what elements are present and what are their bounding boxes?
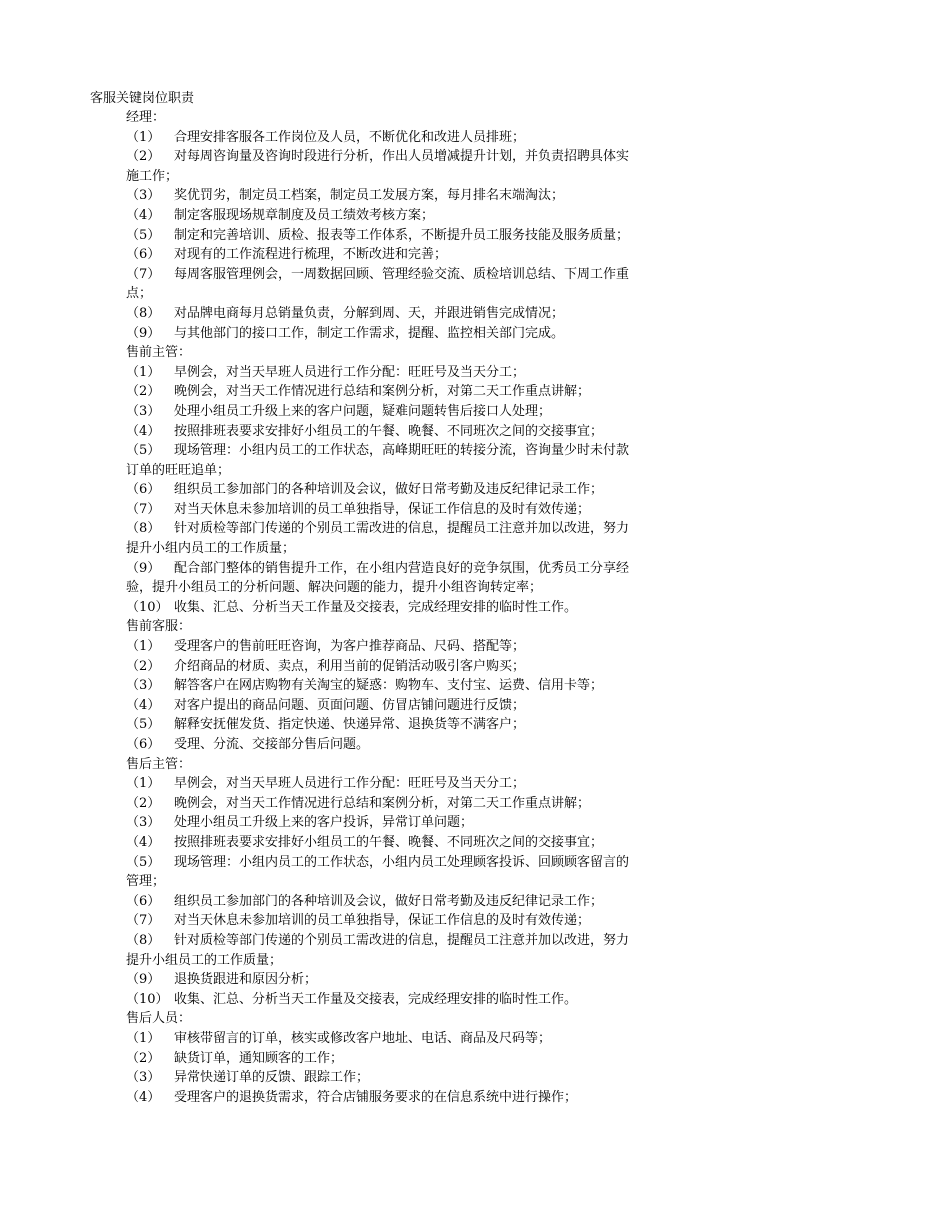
- item-text: 受理客户的售前旺旺咨询，为客户推荐商品、尺码、搭配等；: [174, 639, 526, 655]
- item-number: （9）: [126, 972, 161, 988]
- item-text: 组织员工参加部门的各种培训及会议，做好日常考勤及违反纪律记录工作；: [174, 893, 604, 909]
- item-text: 晚例会，对当天工作情况进行总结和案例分析，对第二天工作重点讲解；: [174, 384, 591, 400]
- item-text: 现场管理：小组内员工的工作状态，高峰期旺旺的转接分流，咨询量少时未付款: [174, 443, 630, 459]
- item-number: （9）: [126, 325, 161, 341]
- list-item: [126, 794, 726, 814]
- item-text: 对客户提出的商品问题、页面问题、仿冒店铺问题进行反馈；: [174, 697, 526, 713]
- list-item: [126, 911, 726, 931]
- list-item: [126, 324, 726, 344]
- list-item: [126, 598, 726, 618]
- item-text: 早例会，对当天早班人员进行工作分配：旺旺号及当天分工；: [174, 364, 526, 380]
- list-item: [126, 206, 726, 226]
- list-item: [126, 226, 726, 246]
- section: [126, 617, 726, 754]
- item-text: 受理、分流、交接部分售后问题。: [174, 737, 370, 752]
- item-text: 针对质检等部门传递的个别员工需改进的信息，提醒员工注意并加以改进，努力: [174, 932, 630, 948]
- item-text: 退换货跟进和原因分析；: [174, 972, 318, 988]
- list-item: [126, 833, 726, 853]
- item-text-continued: 点；: [126, 286, 153, 302]
- item-number: （7）: [126, 913, 161, 929]
- list-item: [126, 441, 726, 480]
- item-text: 奖优罚劣，制定员工档案，制定员工发展方案，每月排名末端淘汰；: [174, 188, 565, 204]
- item-number: （5）: [126, 443, 161, 459]
- item-text: 早例会，对当天早班人员进行工作分配：旺旺号及当天分工；: [174, 776, 526, 792]
- item-number: （10）: [126, 599, 169, 615]
- item-text-continued: 管理；: [126, 874, 166, 890]
- item-text: 按照排班表要求安排好小组员工的午餐、晚餐、不同班次之间的交接事宜；: [174, 423, 604, 439]
- item-text: 对品牌电商每月总销量负责，分解到周、天，并跟进销售完成情况；: [174, 305, 565, 321]
- item-text-continued: 订单的旺旺追单；: [126, 462, 231, 478]
- section-heading: 经理：: [126, 110, 166, 125]
- list-item: [126, 422, 726, 442]
- item-text: 处理小组员工升级上来的客户问题，疑难问题转售后接口人处理；: [174, 403, 552, 419]
- list-item: [126, 363, 726, 383]
- list-item: [126, 304, 726, 324]
- list-item: [126, 1068, 726, 1088]
- item-number: （2）: [126, 149, 161, 165]
- item-text: 缺货订单，通知顾客的工作；: [174, 1050, 344, 1066]
- list-item: [126, 382, 726, 402]
- item-text: 组织员工参加部门的各种培训及会议，做好日常考勤及违反纪律记录工作；: [174, 482, 604, 498]
- list-item: [126, 715, 726, 735]
- list-item: [126, 735, 726, 755]
- item-text: 对当天休息未参加培训的员工单独指导，保证工作信息的及时有效传递；: [174, 501, 591, 517]
- item-text: 介绍商品的材质、卖点，利用当前的促销活动吸引客户购买；: [174, 658, 526, 674]
- list-item: [126, 402, 726, 422]
- list-item: [126, 892, 726, 912]
- item-text: 受理客户的退换货需求，符合店铺服务要求的在信息系统中进行操作；: [174, 1089, 578, 1105]
- item-number: （4）: [126, 834, 161, 850]
- item-text: 解释安抚催发货、指定快递、快递异常、退换货等不满客户；: [174, 717, 526, 733]
- list-item: [126, 1088, 726, 1108]
- item-text: 对当天休息未参加培训的员工单独指导，保证工作信息的及时有效传递；: [174, 913, 591, 929]
- item-text: 晚例会，对当天工作情况进行总结和案例分析，对第二天工作重点讲解；: [174, 795, 591, 811]
- item-number: （8）: [126, 521, 161, 537]
- item-number: （1）: [126, 129, 161, 145]
- list-item: [126, 128, 726, 148]
- item-number: （4）: [126, 207, 161, 223]
- item-text: 处理小组员工升级上来的客户投诉，异常订单问题；: [174, 815, 474, 831]
- section: [126, 343, 726, 617]
- item-number: （3）: [126, 188, 161, 204]
- item-text: 合理安排客服各工作岗位及人员，不断优化和改进人员排班；: [174, 129, 526, 145]
- list-item: [126, 657, 726, 677]
- list-item: [126, 637, 726, 657]
- item-number: （7）: [126, 266, 161, 282]
- list-item: [126, 519, 726, 558]
- item-text: 审核带留言的订单，核实或修改客户地址、电话、商品及尺码等；: [174, 1030, 552, 1046]
- item-text: 制定和完善培训、质检、报表等工作体系，不断提升员工服务技能及服务质量；: [174, 227, 630, 243]
- item-text: 按照排班表要求安排好小组员工的午餐、晚餐、不同班次之间的交接事宜；: [174, 834, 604, 850]
- list-item: [126, 970, 726, 990]
- section: [126, 755, 726, 1010]
- document-body: [126, 108, 726, 1107]
- list-item: [126, 147, 726, 186]
- section-heading: 售前主管：: [126, 345, 192, 361]
- list-item: [126, 500, 726, 520]
- item-number: （4）: [126, 423, 161, 439]
- item-number: （6）: [126, 737, 161, 752]
- list-item: [126, 853, 726, 892]
- section-heading: 售前客服：: [126, 619, 192, 635]
- item-text: 制定客服现场规章制度及员工绩效考核方案；: [174, 207, 435, 223]
- item-text-continued: 施工作；: [126, 168, 179, 184]
- item-text: 与其他部门的接口工作，制定工作需求，提醒、监控相关部门完成。: [174, 325, 565, 341]
- list-item: [126, 245, 726, 265]
- item-number: （5）: [126, 854, 161, 870]
- list-item: [126, 676, 726, 696]
- section: [126, 1009, 726, 1107]
- list-item: [126, 1049, 726, 1069]
- list-item: [126, 559, 726, 598]
- item-number: （4）: [126, 1089, 161, 1105]
- list-item: [126, 990, 726, 1010]
- item-text: 针对质检等部门传递的个别员工需改进的信息，提醒员工注意并加以改进，努力: [174, 521, 630, 537]
- item-text: 每周客服管理例会，一周数据回顾、管理经验交流、质检培训总结、下周工作重: [174, 266, 630, 282]
- item-number: （8）: [126, 932, 161, 948]
- item-text: 解答客户在网店购物有关淘宝的疑惑：购物车、支付宝、运费、信用卡等；: [174, 678, 604, 694]
- item-number: （2）: [126, 384, 161, 400]
- item-text: 配合部门整体的销售提升工作，在小组内营造良好的竞争氛围，优秀员工分享经: [174, 560, 630, 576]
- item-number: （6）: [126, 893, 161, 909]
- item-text: 异常快递订单的反馈、跟踪工作；: [174, 1070, 370, 1086]
- item-number: （9）: [126, 560, 161, 576]
- item-number: （3）: [126, 678, 161, 694]
- list-item: [126, 186, 726, 206]
- item-text: 对现有的工作流程进行梳理，不断改进和完善；: [174, 247, 448, 263]
- list-item: [126, 813, 726, 833]
- item-number: （5）: [126, 717, 161, 733]
- item-number: （5）: [126, 227, 161, 243]
- item-number: （4）: [126, 697, 161, 713]
- item-number: （2）: [126, 658, 161, 674]
- item-text: 收集、汇总、分析当天工作量及交接表，完成经理安排的临时性工作。: [174, 599, 578, 615]
- item-number: （1）: [126, 639, 161, 655]
- item-number: （2）: [126, 1050, 161, 1066]
- item-number: （6）: [126, 482, 161, 498]
- list-item: [126, 265, 726, 304]
- list-item: [126, 931, 726, 970]
- list-item: [126, 480, 726, 500]
- item-number: （1）: [126, 776, 161, 792]
- item-number: （1）: [126, 1030, 161, 1046]
- section-heading: 售后主管：: [126, 756, 192, 772]
- item-number: （3）: [126, 815, 161, 831]
- item-number: （7）: [126, 501, 161, 517]
- item-text: 对每周咨询量及咨询时段进行分析，作出人员增减提升计划，并负责招聘具体实: [174, 149, 630, 165]
- list-item: [126, 774, 726, 794]
- item-number: （3）: [126, 403, 161, 419]
- item-number: （1）: [126, 364, 161, 380]
- list-item: [126, 1029, 726, 1049]
- item-text-continued: 提升小组内员工的工作质量；: [126, 541, 296, 557]
- item-text-continued: 提升小组员工的工作质量；: [126, 952, 283, 968]
- item-number: （3）: [126, 1070, 161, 1086]
- item-number: （10）: [126, 991, 169, 1007]
- item-text-continued: 验，提升小组员工的分析问题、解决问题的能力，提升小组咨询转定率；: [126, 580, 543, 596]
- item-number: （6）: [126, 247, 161, 263]
- section-heading: 售后人员：: [126, 1011, 192, 1027]
- item-number: （2）: [126, 795, 161, 811]
- document-title: 客服关键岗位职责: [90, 91, 195, 106]
- item-text: 收集、汇总、分析当天工作量及交接表，完成经理安排的临时性工作。: [174, 991, 578, 1007]
- item-text: 现场管理：小组内员工的工作状态，小组内员工处理顾客投诉、回顾顾客留言的: [174, 854, 630, 870]
- item-number: （8）: [126, 305, 161, 321]
- section: [126, 108, 726, 343]
- list-item: [126, 696, 726, 716]
